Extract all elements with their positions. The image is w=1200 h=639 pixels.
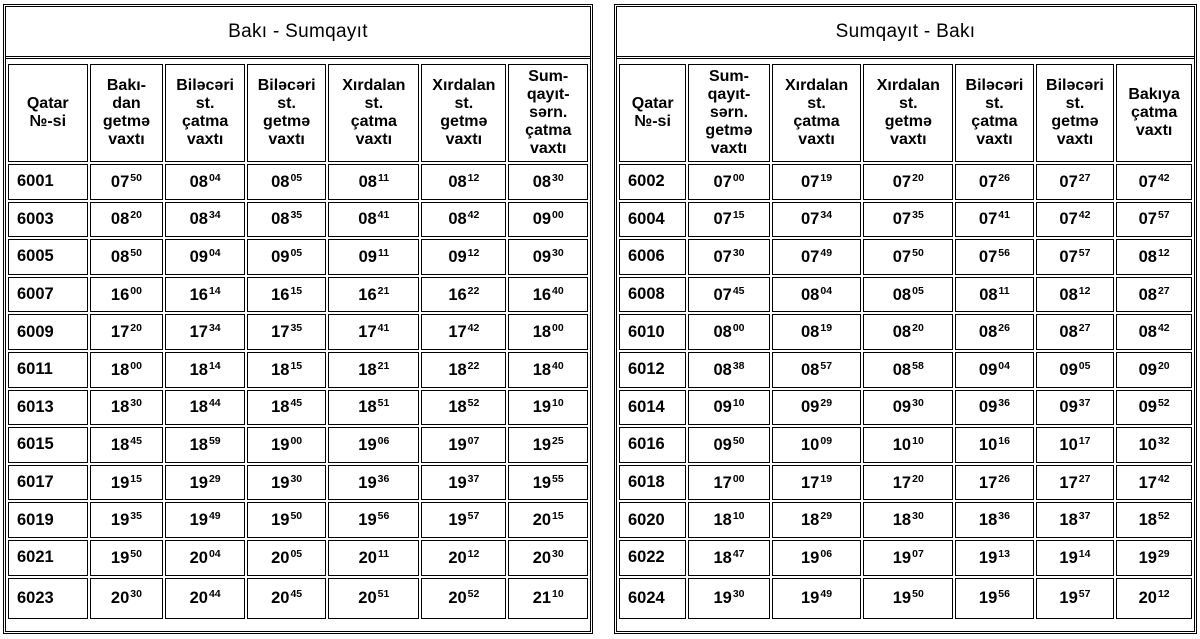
column-header: Xırdalan st. çatma vaxtı [328, 64, 419, 162]
time-cell: $18^{44}$ [165, 390, 245, 426]
time-cell: $17^{27}$ [1036, 465, 1115, 501]
time-cell: $07^{57}$ [1116, 202, 1192, 238]
train-number: 6024 [619, 578, 686, 619]
train-number: 6007 [8, 277, 88, 313]
table-row [8, 390, 588, 426]
train-number: 6014 [619, 390, 686, 426]
time-cell: $18^{30}$ [863, 502, 953, 538]
time-cell: $18^{14}$ [165, 352, 245, 388]
panel-title: Sumqayıt - Bakı [617, 7, 1194, 59]
table-row [8, 164, 588, 200]
time-cell: $19^{57}$ [421, 502, 506, 538]
time-cell: $17^{26}$ [955, 465, 1034, 501]
time-cell: $19^{50}$ [90, 540, 164, 576]
train-number: 6015 [8, 427, 88, 463]
train-number: 6011 [8, 352, 88, 388]
train-number: 6019 [8, 502, 88, 538]
time-cell: $20^{30}$ [90, 578, 164, 619]
time-cell: $19^{14}$ [1036, 540, 1115, 576]
time-cell: $09^{30}$ [863, 390, 953, 426]
time-cell: $19^{56}$ [328, 502, 419, 538]
time-cell: $08^{20}$ [863, 314, 953, 350]
column-header: Sum- qayıt- sərn. çatma vaxtı [508, 64, 588, 162]
time-cell: $09^{52}$ [1116, 390, 1192, 426]
time-cell: $18^{36}$ [955, 502, 1034, 538]
time-cell: $17^{41}$ [328, 314, 419, 350]
time-cell: $19^{07}$ [421, 427, 506, 463]
sumqayit-baki-panel [614, 4, 1197, 634]
time-cell: $08^{38}$ [688, 352, 769, 388]
time-cell: $07^{15}$ [688, 202, 769, 238]
time-cell: $16^{22}$ [421, 277, 506, 313]
table-row [619, 314, 1192, 350]
table-row [8, 578, 588, 619]
time-cell: $19^{30}$ [247, 465, 327, 501]
panel-title: Bakı - Sumqayıt [6, 7, 590, 59]
time-cell: $09^{20}$ [1116, 352, 1192, 388]
time-cell: $09^{05}$ [247, 239, 327, 275]
train-number: 6023 [8, 578, 88, 619]
time-cell: $09^{10}$ [688, 390, 769, 426]
time-cell: $09^{30}$ [508, 239, 588, 275]
time-cell: $16^{21}$ [328, 277, 419, 313]
time-cell: $07^{19}$ [772, 164, 862, 200]
table-row [619, 502, 1192, 538]
time-cell: $18^{47}$ [688, 540, 769, 576]
table-row [619, 239, 1192, 275]
time-cell: $17^{19}$ [772, 465, 862, 501]
time-cell: $08^{30}$ [508, 164, 588, 200]
baki-sumqayit-panel [3, 4, 593, 634]
table-row [619, 465, 1192, 501]
time-cell: $08^{11}$ [328, 164, 419, 200]
time-cell: $07^{34}$ [772, 202, 862, 238]
time-cell: $18^{51}$ [328, 390, 419, 426]
column-header: Biləcəri st. çatma vaxtı [955, 64, 1034, 162]
time-cell: $19^{29}$ [1116, 540, 1192, 576]
table-row [619, 427, 1192, 463]
time-cell: $19^{50}$ [863, 578, 953, 619]
time-cell: $18^{00}$ [508, 314, 588, 350]
time-cell: $19^{06}$ [772, 540, 862, 576]
time-cell: $08^{41}$ [328, 202, 419, 238]
time-cell: $08^{42}$ [1116, 314, 1192, 350]
time-cell: $07^{57}$ [1036, 239, 1115, 275]
time-cell: $08^{00}$ [688, 314, 769, 350]
column-header: Bakıya çatma vaxtı [1116, 64, 1192, 162]
table-row [8, 202, 588, 238]
train-number: 6017 [8, 465, 88, 501]
time-cell: $08^{04}$ [772, 277, 862, 313]
time-cell: $17^{20}$ [863, 465, 953, 501]
train-number: 6001 [8, 164, 88, 200]
time-cell: $07^{56}$ [955, 239, 1034, 275]
time-cell: $09^{50}$ [688, 427, 769, 463]
time-cell: $07^{50}$ [90, 164, 164, 200]
column-header: Bakı- dan getmə vaxtı [90, 64, 164, 162]
train-number: 6022 [619, 540, 686, 576]
time-cell: $09^{04}$ [165, 239, 245, 275]
train-number: 6012 [619, 352, 686, 388]
train-number: 6003 [8, 202, 88, 238]
time-cell: $21^{10}$ [508, 578, 588, 619]
table-row [8, 502, 588, 538]
time-cell: $17^{34}$ [165, 314, 245, 350]
time-cell: $18^{45}$ [90, 427, 164, 463]
train-number: 6006 [619, 239, 686, 275]
time-cell: $08^{58}$ [863, 352, 953, 388]
timetable-baki-sumqayit [6, 62, 590, 621]
time-cell: $20^{04}$ [165, 540, 245, 576]
train-number: 6005 [8, 239, 88, 275]
time-cell: $19^{00}$ [247, 427, 327, 463]
time-cell: $20^{52}$ [421, 578, 506, 619]
train-number: 6008 [619, 277, 686, 313]
timetable-sumqayit-baki [617, 62, 1194, 621]
time-cell: $20^{11}$ [328, 540, 419, 576]
header-row [619, 64, 1192, 162]
time-cell: $19^{50}$ [247, 502, 327, 538]
time-cell: $19^{56}$ [955, 578, 1034, 619]
time-cell: $08^{35}$ [247, 202, 327, 238]
column-header: Qatar №-si [8, 64, 88, 162]
column-header: Biləcəri st. çatma vaxtı [165, 64, 245, 162]
time-cell: $18^{10}$ [688, 502, 769, 538]
time-cell: $10^{09}$ [772, 427, 862, 463]
time-cell: $18^{59}$ [165, 427, 245, 463]
time-cell: $08^{26}$ [955, 314, 1034, 350]
time-cell: $18^{29}$ [772, 502, 862, 538]
time-cell: $18^{52}$ [421, 390, 506, 426]
time-cell: $19^{35}$ [90, 502, 164, 538]
time-cell: $07^{27}$ [1036, 164, 1115, 200]
column-header: Xırdalan st. getmə vaxtı [421, 64, 506, 162]
time-cell: $09^{05}$ [1036, 352, 1115, 388]
time-cell: $20^{12}$ [421, 540, 506, 576]
time-cell: $07^{50}$ [863, 239, 953, 275]
time-cell: $08^{12}$ [1116, 239, 1192, 275]
train-number: 6009 [8, 314, 88, 350]
time-cell: $08^{27}$ [1036, 314, 1115, 350]
time-cell: $17^{35}$ [247, 314, 327, 350]
time-cell: $19^{30}$ [688, 578, 769, 619]
time-cell: $19^{29}$ [165, 465, 245, 501]
table-row [8, 277, 588, 313]
time-cell: $20^{51}$ [328, 578, 419, 619]
time-cell: $19^{13}$ [955, 540, 1034, 576]
time-cell: $19^{25}$ [508, 427, 588, 463]
time-cell: $19^{10}$ [508, 390, 588, 426]
time-cell: $18^{21}$ [328, 352, 419, 388]
time-cell: $09^{12}$ [421, 239, 506, 275]
time-cell: $07^{49}$ [772, 239, 862, 275]
time-cell: $09^{36}$ [955, 390, 1034, 426]
time-cell: $17^{00}$ [688, 465, 769, 501]
header-row [8, 64, 588, 162]
time-cell: $19^{15}$ [90, 465, 164, 501]
table-row [8, 465, 588, 501]
train-number: 6010 [619, 314, 686, 350]
table-row [619, 578, 1192, 619]
time-cell: $08^{57}$ [772, 352, 862, 388]
time-cell: $08^{42}$ [421, 202, 506, 238]
time-cell: $17^{20}$ [90, 314, 164, 350]
time-cell: $10^{17}$ [1036, 427, 1115, 463]
time-cell: $18^{30}$ [90, 390, 164, 426]
table-row [8, 314, 588, 350]
time-cell: $20^{30}$ [508, 540, 588, 576]
time-cell: $18^{45}$ [247, 390, 327, 426]
time-cell: $18^{40}$ [508, 352, 588, 388]
time-cell: $09^{29}$ [772, 390, 862, 426]
time-cell: $18^{52}$ [1116, 502, 1192, 538]
table-row [8, 352, 588, 388]
train-number: 6020 [619, 502, 686, 538]
time-cell: $07^{26}$ [955, 164, 1034, 200]
table-row [619, 540, 1192, 576]
time-cell: $16^{14}$ [165, 277, 245, 313]
time-cell: $19^{07}$ [863, 540, 953, 576]
time-cell: $16^{40}$ [508, 277, 588, 313]
time-cell: $17^{42}$ [1116, 465, 1192, 501]
time-cell: $18^{00}$ [90, 352, 164, 388]
time-cell: $07^{20}$ [863, 164, 953, 200]
time-cell: $19^{06}$ [328, 427, 419, 463]
train-number: 6021 [8, 540, 88, 576]
time-cell: $18^{22}$ [421, 352, 506, 388]
time-cell: $08^{11}$ [955, 277, 1034, 313]
time-cell: $19^{37}$ [421, 465, 506, 501]
time-cell: $09^{11}$ [328, 239, 419, 275]
time-cell: $19^{57}$ [1036, 578, 1115, 619]
time-cell: $20^{44}$ [165, 578, 245, 619]
table-row [619, 202, 1192, 238]
time-cell: $20^{12}$ [1116, 578, 1192, 619]
time-cell: $16^{00}$ [90, 277, 164, 313]
table-row [8, 540, 588, 576]
time-cell: $08^{50}$ [90, 239, 164, 275]
column-header: Qatar №-si [619, 64, 686, 162]
table-row [8, 427, 588, 463]
column-header: Sum- qayıt- sərn. getmə vaxtı [688, 64, 769, 162]
time-cell: $09^{00}$ [508, 202, 588, 238]
time-cell: $07^{30}$ [688, 239, 769, 275]
time-cell: $16^{15}$ [247, 277, 327, 313]
time-cell: $08^{05}$ [247, 164, 327, 200]
table-row [8, 239, 588, 275]
time-cell: $10^{16}$ [955, 427, 1034, 463]
time-cell: $10^{10}$ [863, 427, 953, 463]
time-cell: $19^{49}$ [165, 502, 245, 538]
table-row [619, 390, 1192, 426]
table-row [619, 164, 1192, 200]
time-cell: $08^{04}$ [165, 164, 245, 200]
time-cell: $19^{55}$ [508, 465, 588, 501]
column-header: Xırdalan st. getmə vaxtı [863, 64, 953, 162]
train-number: 6002 [619, 164, 686, 200]
train-number: 6018 [619, 465, 686, 501]
time-cell: $09^{37}$ [1036, 390, 1115, 426]
time-cell: $07^{42}$ [1116, 164, 1192, 200]
time-cell: $19^{36}$ [328, 465, 419, 501]
time-cell: $08^{12}$ [421, 164, 506, 200]
time-cell: $07^{41}$ [955, 202, 1034, 238]
time-cell: $08^{34}$ [165, 202, 245, 238]
time-cell: $08^{20}$ [90, 202, 164, 238]
time-cell: $19^{49}$ [772, 578, 862, 619]
time-cell: $08^{12}$ [1036, 277, 1115, 313]
time-cell: $08^{05}$ [863, 277, 953, 313]
time-cell: $18^{15}$ [247, 352, 327, 388]
time-cell: $20^{15}$ [508, 502, 588, 538]
train-number: 6004 [619, 202, 686, 238]
time-cell: $10^{32}$ [1116, 427, 1192, 463]
time-cell: $07^{35}$ [863, 202, 953, 238]
table-row [619, 277, 1192, 313]
time-cell: $08^{19}$ [772, 314, 862, 350]
time-cell: $07^{00}$ [688, 164, 769, 200]
column-header: Biləcəri st. getmə vaxtı [1036, 64, 1115, 162]
time-cell: $20^{45}$ [247, 578, 327, 619]
column-header: Biləcəri st. getmə vaxtı [247, 64, 327, 162]
time-cell: $08^{27}$ [1116, 277, 1192, 313]
train-number: 6013 [8, 390, 88, 426]
time-cell: $07^{45}$ [688, 277, 769, 313]
time-cell: $20^{05}$ [247, 540, 327, 576]
table-row [619, 352, 1192, 388]
time-cell: $09^{04}$ [955, 352, 1034, 388]
time-cell: $17^{42}$ [421, 314, 506, 350]
time-cell: $18^{37}$ [1036, 502, 1115, 538]
time-cell: $07^{42}$ [1036, 202, 1115, 238]
train-number: 6016 [619, 427, 686, 463]
column-header: Xırdalan st. çatma vaxtı [772, 64, 862, 162]
